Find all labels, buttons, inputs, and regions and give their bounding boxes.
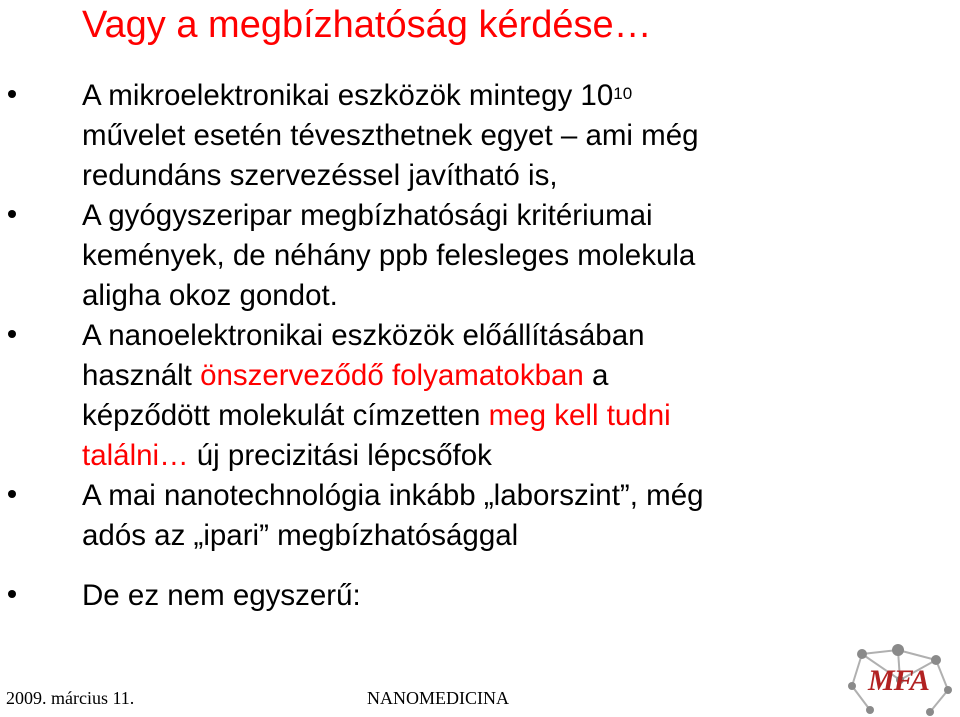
bullet-text: redundáns szervezéssel javítható is,	[82, 159, 558, 192]
bullet-dot-icon	[8, 590, 16, 598]
bullet-text: művelet esetén téveszthetnek egyet – ami még	[82, 119, 699, 152]
bullet-text: használt	[82, 359, 201, 392]
bullet-text: A gyógyszeripar megbízhatósági kritériumai	[82, 199, 653, 232]
bullet-line	[82, 316, 942, 356]
bullet-dot-icon	[8, 90, 16, 98]
bullet-item	[82, 576, 942, 616]
bullet-line	[82, 476, 942, 516]
bullet-line	[82, 156, 942, 196]
bullet-line	[82, 196, 942, 236]
footer-title: NANOMEDICINA	[367, 688, 509, 708]
bullet-line	[82, 276, 942, 316]
bullet-item	[82, 476, 942, 556]
bullet-text: aligha okoz gondot.	[82, 279, 338, 312]
bullet-line	[82, 436, 942, 476]
bullet-line	[82, 516, 942, 556]
bullet-line	[82, 356, 942, 396]
bullet-text: A nanoelektronikai eszközök előállításában	[82, 319, 645, 352]
logo-text: MFA	[868, 664, 929, 697]
slide-title: Vagy a megbízhatóság kérdése…	[82, 4, 652, 46]
bullet-line	[82, 396, 942, 436]
bullet-dot-icon	[8, 330, 16, 338]
bullet-text: De ez nem egyszerű:	[82, 579, 361, 612]
bullet-text: képződött molekulát címzetten	[82, 399, 489, 432]
bullet-line	[82, 576, 942, 616]
footer-date: 2009. március 11.	[6, 688, 135, 708]
bullet-item	[82, 196, 942, 316]
bullet-line	[82, 76, 942, 116]
bullet-text: A mikroelektronikai eszközök mintegy 10	[82, 79, 614, 112]
bullet-item	[82, 316, 942, 476]
bullet-text: 10	[613, 84, 633, 103]
highlighted-text: találni…	[82, 439, 189, 472]
bullet-item	[82, 76, 942, 196]
bullet-text: adós az „ipari” megbízhatósággal	[82, 519, 519, 552]
bullet-text: új precizitási lépcsőfok	[188, 439, 492, 472]
highlighted-text: önszerveződő folyamatokban	[200, 359, 584, 392]
bullet-text: a	[583, 359, 609, 392]
bullet-text: kemények, de néhány ppb felesleges molekula	[82, 239, 696, 272]
bullet-dot-icon	[8, 210, 16, 218]
highlighted-text: meg kell tudni	[488, 399, 671, 432]
bullet-line	[82, 236, 942, 276]
bullet-text: A mai nanotechnológia inkább „laborszint”, még	[82, 479, 704, 512]
bullet-line	[82, 116, 942, 156]
bullet-dot-icon	[8, 490, 16, 498]
